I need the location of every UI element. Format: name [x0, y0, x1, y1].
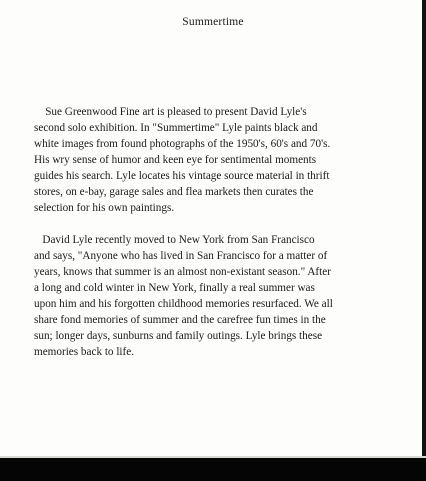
paragraph-2-line: sun; longer days, sunburns and family outings. Lyle brings these [34, 330, 323, 342]
paragraph-2 [34, 232, 390, 360]
paragraph-2-line: and says, "Anyone who has lived in San Francisco for a matter of [34, 250, 328, 262]
scan-bottom-border [0, 458, 426, 481]
paragraph-1-line: selection for his own paintings. [34, 202, 175, 214]
paragraph-1-line: guides his search. Lyle locates his vintage source material in thrift [34, 170, 330, 182]
paragraph-2-line: a long and cold winter in New York, finally a real summer was [34, 282, 315, 294]
paragraph-2-line: upon him and his forgotten childhood memories resurfaced. We all [34, 298, 333, 310]
document-title: Summertime [182, 16, 244, 28]
paragraph-1-line: white images from found photographs of the 1950's, 60's and 70's. [34, 138, 331, 150]
paragraph-2-line: share fond memories of summer and the carefree fun times in the [34, 314, 326, 326]
paragraph-2-line: memories back to life. [34, 346, 135, 358]
paragraph-1-line: stores, on e-bay, garage sales and flea markets then curates the [34, 186, 314, 198]
paragraph-2-line: years, knows that summer is an almost non-existant season." After [34, 266, 331, 278]
paragraph-1-line: second solo exhibition. In "Summertime" Lyle paints black and [34, 122, 318, 134]
paragraph-1 [34, 104, 390, 216]
page-right-edge [422, 0, 426, 458]
paragraph-1-line: His wry sense of humor and keen eye for sentimental moments [34, 154, 317, 166]
paragraph-1-line: Sue Greenwood Fine art is pleased to present David Lyle's [34, 106, 307, 118]
paragraph-2-line: David Lyle recently moved to New York from San Francisco [34, 234, 315, 246]
